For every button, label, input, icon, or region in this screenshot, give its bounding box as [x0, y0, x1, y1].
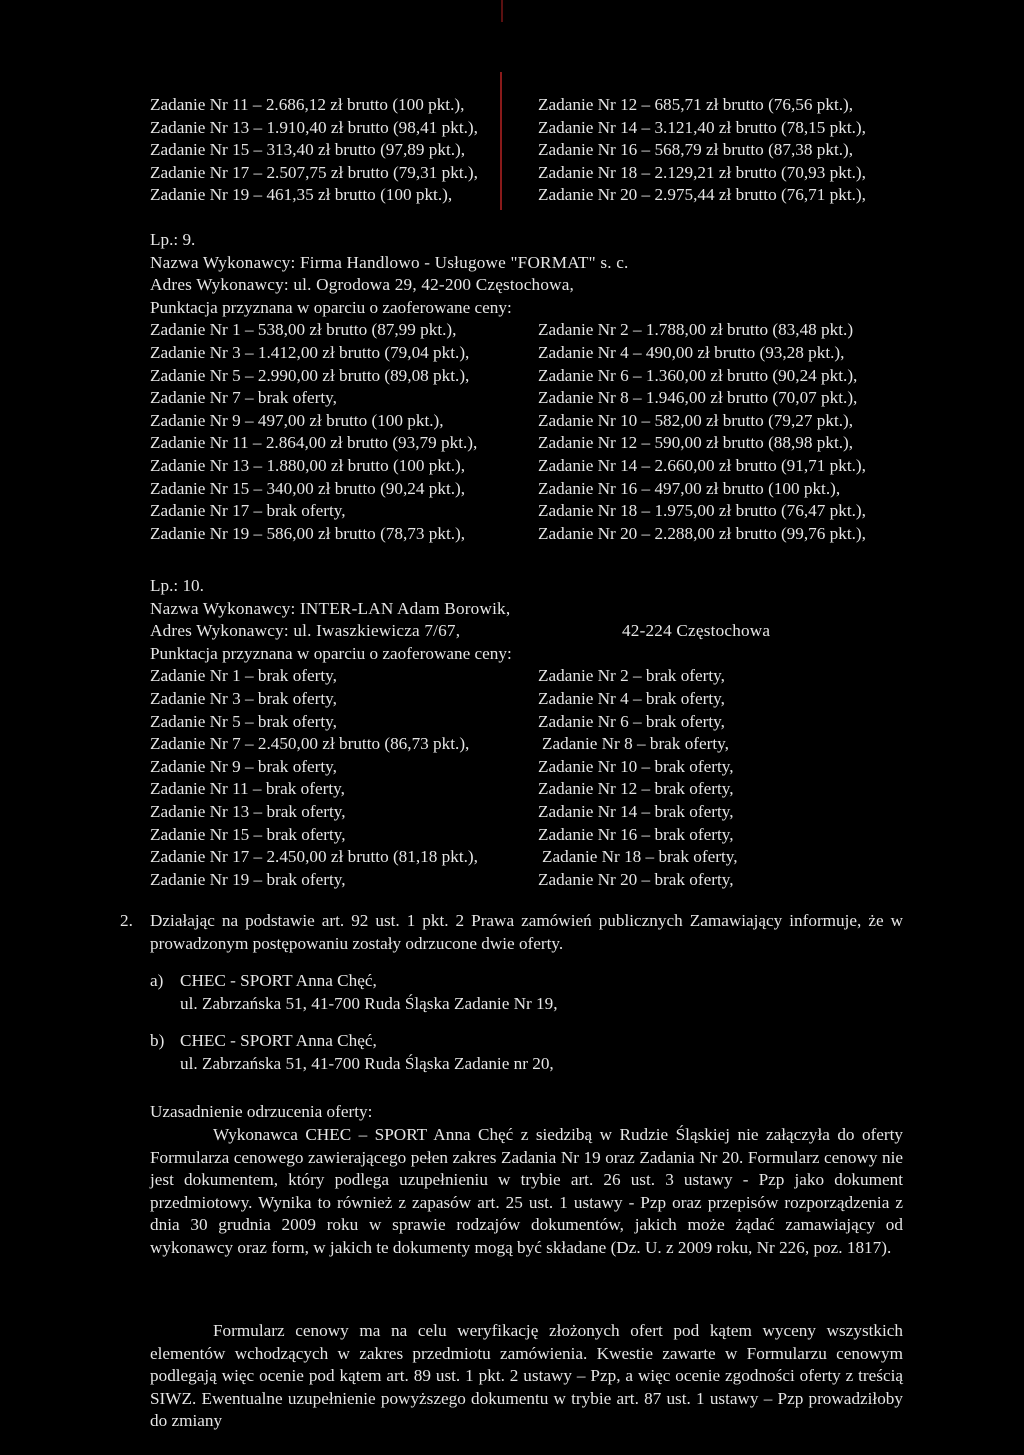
result-row: Zadanie Nr 7 – brak oferty, Zadanie Nr 8 – 1.946,00 zł brutto (70,07 pkt.),	[150, 388, 858, 408]
top-results-block	[150, 94, 910, 207]
scoring-heading: Punktacja przyznana w oparciu o zaoferowane ceny:	[150, 643, 512, 663]
result-row: Zadanie Nr 11 – 2.864,00 zł brutto (93,79 pkt.), Zadanie Nr 12 – 590,00 zł brutto (88,98 pkt.),	[150, 433, 854, 453]
result-row: Zadanie Nr 13 – brak oferty, Zadanie Nr 14 – brak oferty,	[150, 801, 734, 821]
justification-paragraph-1: Wykonawca CHEC – SPORT Anna Chęć z siedzibą w Rudzie Śląskiej nie załączyła do oferty Formularza cenowego zawierającego pełen zakres Zadania Nr 19 oraz Zadania Nr 20. Formularz cenowy nie jest dokumentem, który podlega uzupełnieniu w trybie art. 26 ust. 3 ustawy - Pzp jako dokument przedmiotowy. Wynika to również z zapasów art. 25 ust. 1 ustawy - Pzp oraz przepisów rozporządzenia z dnia 30 grudnia 2009 roku w sprawie rodzajów dokumentów, jakich może żądać zamawiający od wykonawcy oraz form, w jakich te dokumenty mogą być składane (Dz. U. z 2009 roku, Nr 226, poz. 1817).	[150, 1125, 903, 1257]
result-row: Zadanie Nr 15 – brak oferty, Zadanie Nr 16 – brak oferty,	[150, 824, 734, 844]
scan-mark	[501, 0, 503, 22]
contractor-name: Nazwa Wykonawcy: INTER-LAN Adam Borowik,	[150, 598, 511, 618]
list-label-a: a)	[150, 971, 164, 990]
contractor-9-block	[150, 229, 910, 545]
rejected-offer-b-address: ul. Zabrzańska 51, 41-700 Ruda Śląska Zadanie nr 20,	[180, 1054, 554, 1073]
scoring-heading: Punktacja przyznana w oparciu o zaoferowane ceny:	[150, 297, 512, 317]
contractor-address: Adres Wykonawcy: ul. Ogrodowa 29, 42-200 Częstochowa,	[150, 275, 575, 295]
contractor-address: Adres Wykonawcy: ul. Iwaszkiewicza 7/67, 42-224 Częstochowa	[150, 621, 771, 641]
result-row: Zadanie Nr 3 – 1.412,00 zł brutto (79,04 pkt.), Zadanie Nr 4 – 490,00 zł brutto (93,28 pkt.),	[150, 342, 845, 362]
result-row: Zadanie Nr 19 – brak oferty, Zadanie Nr 20 – brak oferty,	[150, 869, 734, 889]
result-row: Zadanie Nr 17 – 2.507,75 zł brutto (79,31 pkt.), Zadanie Nr 18 – 2.129,21 zł brutto (70,93 pkt.),	[150, 162, 866, 182]
result-row: Zadanie Nr 3 – brak oferty, Zadanie Nr 4 – brak oferty,	[150, 688, 725, 708]
contractor-name: Nazwa Wykonawcy: Firma Handlowo - Usługowe "FORMAT" s. c.	[150, 252, 629, 272]
lp-number: Lp.: 10.	[150, 576, 204, 595]
result-row: Zadanie Nr 5 – 2.990,00 zł brutto (89,08 pkt.), Zadanie Nr 6 – 1.360,00 zł brutto (90,24 pkt.),	[150, 365, 858, 385]
rejected-offer-a-name: CHEC - SPORT Anna Chęć,	[180, 971, 377, 990]
result-row: Zadanie Nr 11 – 2.686,12 zł brutto (100 pkt.), Zadanie Nr 12 – 685,71 zł brutto (76,56 pkt.),	[150, 95, 854, 114]
result-row: Zadanie Nr 1 – brak oferty, Zadanie Nr 2 – brak oferty,	[150, 666, 725, 686]
result-row: Zadanie Nr 7 – 2.450,00 zł brutto (86,73 pkt.), Zadanie Nr 8 – brak oferty,	[150, 734, 729, 754]
result-row: Zadanie Nr 9 – 497,00 zł brutto (100 pkt.), Zadanie Nr 10 – 582,00 zł brutto (79,27 pkt.),	[150, 410, 854, 430]
result-row: Zadanie Nr 9 – brak oferty, Zadanie Nr 10 – brak oferty,	[150, 756, 734, 776]
contractor-10-block	[150, 575, 910, 891]
result-row: Zadanie Nr 17 – 2.450,00 zł brutto (81,18 pkt.), Zadanie Nr 18 – brak oferty,	[150, 847, 738, 867]
justification-paragraph-2: Formularz cenowy ma na celu weryfikację złożonych ofert pod kątem wyceny wszystkich elementów wchodzących w zakres przedmiotu zamówienia. Kwestie zawarte w Formularzu cenowym podlegają więc ocenie pod kątem art. 89 ust. 1 pkt. 2 ustawy – Pzp, a więc ocenie zgodności oferty z treścią SIWZ. Ewentualne uzupełnienie powyższego dokumentu w trybie art. 87 ust. 1 ustawy – Pzp prowadziłoby do zmiany	[150, 1321, 903, 1431]
rejected-offer-a-address: ul. Zabrzańska 51, 41-700 Ruda Śląska Zadanie Nr 19,	[180, 994, 558, 1013]
result-row: Zadanie Nr 5 – brak oferty, Zadanie Nr 6 – brak oferty,	[150, 711, 725, 731]
result-row: Zadanie Nr 13 – 1.880,00 zł brutto (100 pkt.), Zadanie Nr 14 – 2.660,00 zł brutto (91,71 pkt.),	[150, 455, 866, 475]
section-number: 2.	[120, 911, 133, 930]
result-row: Zadanie Nr 15 – 313,40 zł brutto (97,89 pkt.), Zadanie Nr 16 – 568,79 zł brutto (87,38 pkt.),	[150, 140, 854, 160]
rejected-offer-b-name: CHEC - SPORT Anna Chęć,	[180, 1031, 377, 1050]
result-row: Zadanie Nr 15 – 340,00 zł brutto (90,24 pkt.), Zadanie Nr 16 – 497,00 zł brutto (100 pkt.),	[150, 478, 841, 498]
result-row: Zadanie Nr 13 – 1.910,40 zł brutto (98,41 pkt.), Zadanie Nr 14 – 3.121,40 zł brutto (78,15 pkt.),	[150, 117, 866, 137]
lp-number: Lp.: 9.	[150, 230, 196, 249]
section-intro: Działając na podstawie art. 92 ust. 1 pkt. 2 Prawa zamówień publicznych Zamawiający informuje, że w prowadzonym postępowaniu zostały odrzucone dwie oferty.	[150, 911, 903, 953]
list-label-b: b)	[150, 1031, 165, 1050]
result-row: Zadanie Nr 11 – brak oferty, Zadanie Nr 12 – brak oferty,	[150, 779, 734, 799]
result-row: Zadanie Nr 19 – 586,00 zł brutto (78,73 pkt.), Zadanie Nr 20 – 2.288,00 zł brutto (99,76 pkt.),	[150, 523, 866, 543]
result-row: Zadanie Nr 17 – brak oferty, Zadanie Nr 18 – 1.975,00 zł brutto (76,47 pkt.),	[150, 501, 866, 521]
justification-heading: Uzasadnienie odrzucenia oferty:	[150, 1102, 373, 1121]
result-row: Zadanie Nr 1 – 538,00 zł brutto (87,99 pkt.), Zadanie Nr 2 – 1.788,00 zł brutto (83,48 pkt.)	[150, 320, 854, 340]
result-row: Zadanie Nr 19 – 461,35 zł brutto (100 pkt.), Zadanie Nr 20 – 2.975,44 zł brutto (76,71 pkt.),	[150, 185, 866, 205]
